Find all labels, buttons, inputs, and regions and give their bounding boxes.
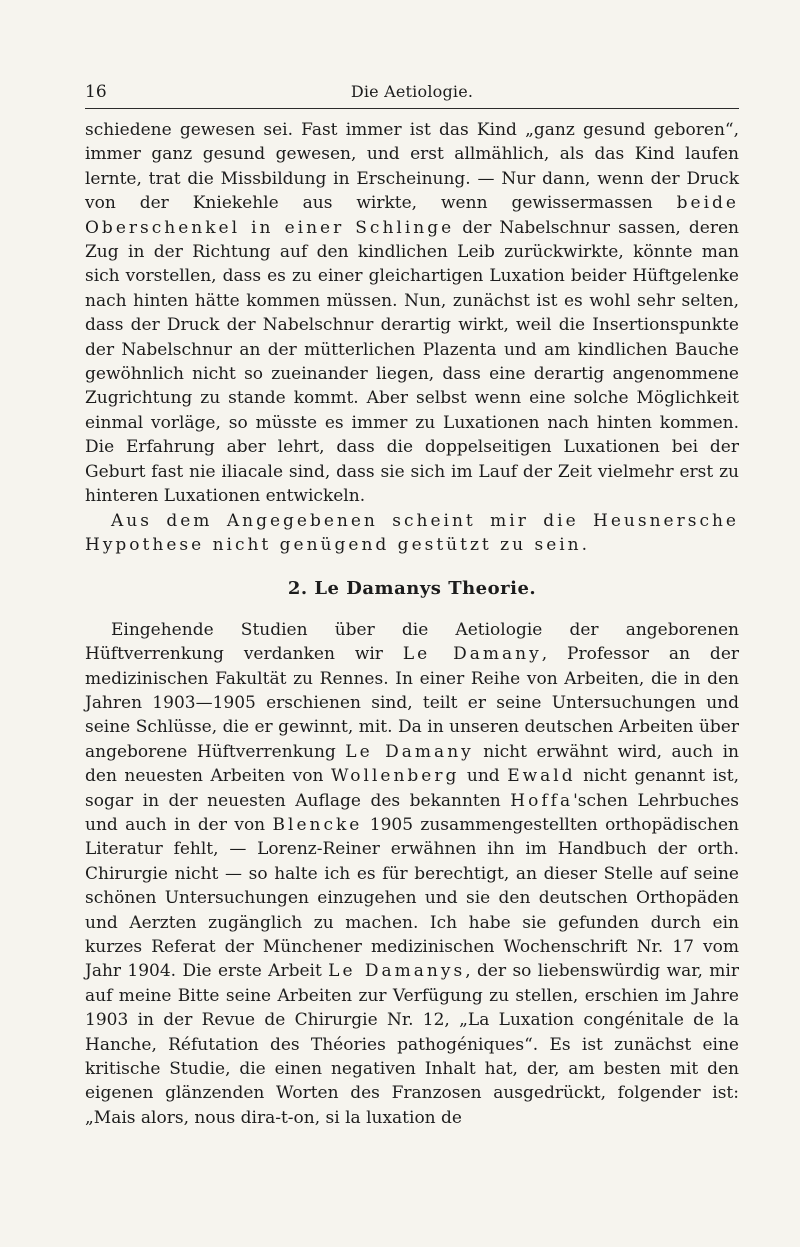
section-title: 2. Le Damanys Theorie.	[287, 578, 537, 600]
emphasis-spaced: beide Oberschenkel in einer Schlinge	[85, 193, 739, 238]
body-text	[85, 118, 739, 1130]
author-name: Le Damanys	[328, 961, 466, 982]
paragraph-continued: schiedene gewesen sei. Fast immer ist das Kind „ganz gesund geboren“, immer ganz gesund gewesen, und erst allmählich, als das Kind laufen lernte, trat die Missbildung in Erscheinung. — Nur dann, wenn der Druck von der Kniekehle aus wirkte, wenn gewissermassen beide Oberschenkel in einer Schlinge der Nabelschnur sassen, deren Zug in der Richtung auf den kindlichen Leib zurückwirkte, könnte man sich vorstellen, dass es zu einer gleichartigen Luxation beider Hüftgelenke nach hinten hätte kommen müssen. Nun, zunächst ist es wohl sehr selten, dass der Druck der Nabelschnur derartig wirkt, weil die Insertionspunkte der Nabelschnur an der mütterlichen Plazenta und am kindlichen Bauche gewöhnlich nicht so zueinander liegen, dass eine derartig angenommene Zugrichtung zu stande kommt. Aber selbst wenn eine solche Möglichkeit einmal vorläge, so müsste es immer zu Luxationen nach hinten kommen. Die Erfahrung aber lehrt, dass die doppelseitigen Luxationen bei der Geburt fast nie iliacale sind, dass sie sich im Lauf der Zeit vielmehr erst zu hinteren Luxationen entwickeln.	[85, 120, 739, 507]
author-name: Blencke	[272, 814, 363, 835]
paragraph-le-damany: Eingehende Studien über die Aetiologie der angeborenen Hüftverrenkung verdanken wir Le Damany, Professor an der medizinischen Fakultät zu Rennes. In einer Reihe von Arbeiten, die in den Jahren 1903—1905 erschienen sind, teilt er seine Untersuchungen und seine Schlüsse, die er gewinnt, mit. Da in unseren deutschen Arbeiten über angeborene Hüftverrenkung Le Damany nicht erwähnt wird, auch in den neuesten Arbeiten von Wollenberg und Ewald nicht genannt ist, sogar in der neuesten Auflage des bekannten Hoffa'schen Lehrbuches und auch in der von Blencke 1905 zusammengestellten orthopädischen Literatur fehlt, — Lorenz-Reiner erwähnen ihn im Handbuch der orth. Chirurgie nicht — so halte ich es für berechtigt, an dieser Stelle auf seine schönen Untersuchungen einzugehen und sie den deutschen Orthopäden und Aerzten zugänglich zu machen. Ich habe sie gefunden durch ein kurzes Referat der Münchener medizinischen Wochenschrift Nr. 17 vom Jahr 1904. Die erste Arbeit Le Damanys, der so liebenswürdig war, mir auf meine Bitte seine Arbeiten zur Verfügung zu stellen, erschien im Jahre 1903 in der Revue de Chirurgie Nr. 12, „La Luxation congénitale de la Hanche, Réfutation des Théories pathogéniques“. Es ist zunächst eine kritische Studie, die einen negativen Inhalt hat, der, am besten mit den eigenen glänzenden Worten des Franzosen ausgedrückt, folgender ist: „Mais alors, nous dira-t-on, si la luxation de	[85, 619, 740, 1128]
emphasis-spaced: Aus dem Angegebenen scheint mir die Heusnersche Hypothese nicht genügend gestützt zu sein.	[85, 510, 739, 555]
paragraph-conclusion	[85, 509, 739, 558]
author-name: Le Damany	[345, 741, 474, 762]
author-name: Ewald	[507, 766, 576, 787]
page-number: 16	[85, 82, 107, 102]
running-title: Die Aetiologie.	[350, 82, 474, 101]
page-header	[85, 82, 739, 109]
author-name: Le Damany	[402, 644, 542, 665]
author-name: Hoffa	[510, 790, 574, 811]
author-name: Wollenberg	[330, 766, 460, 787]
